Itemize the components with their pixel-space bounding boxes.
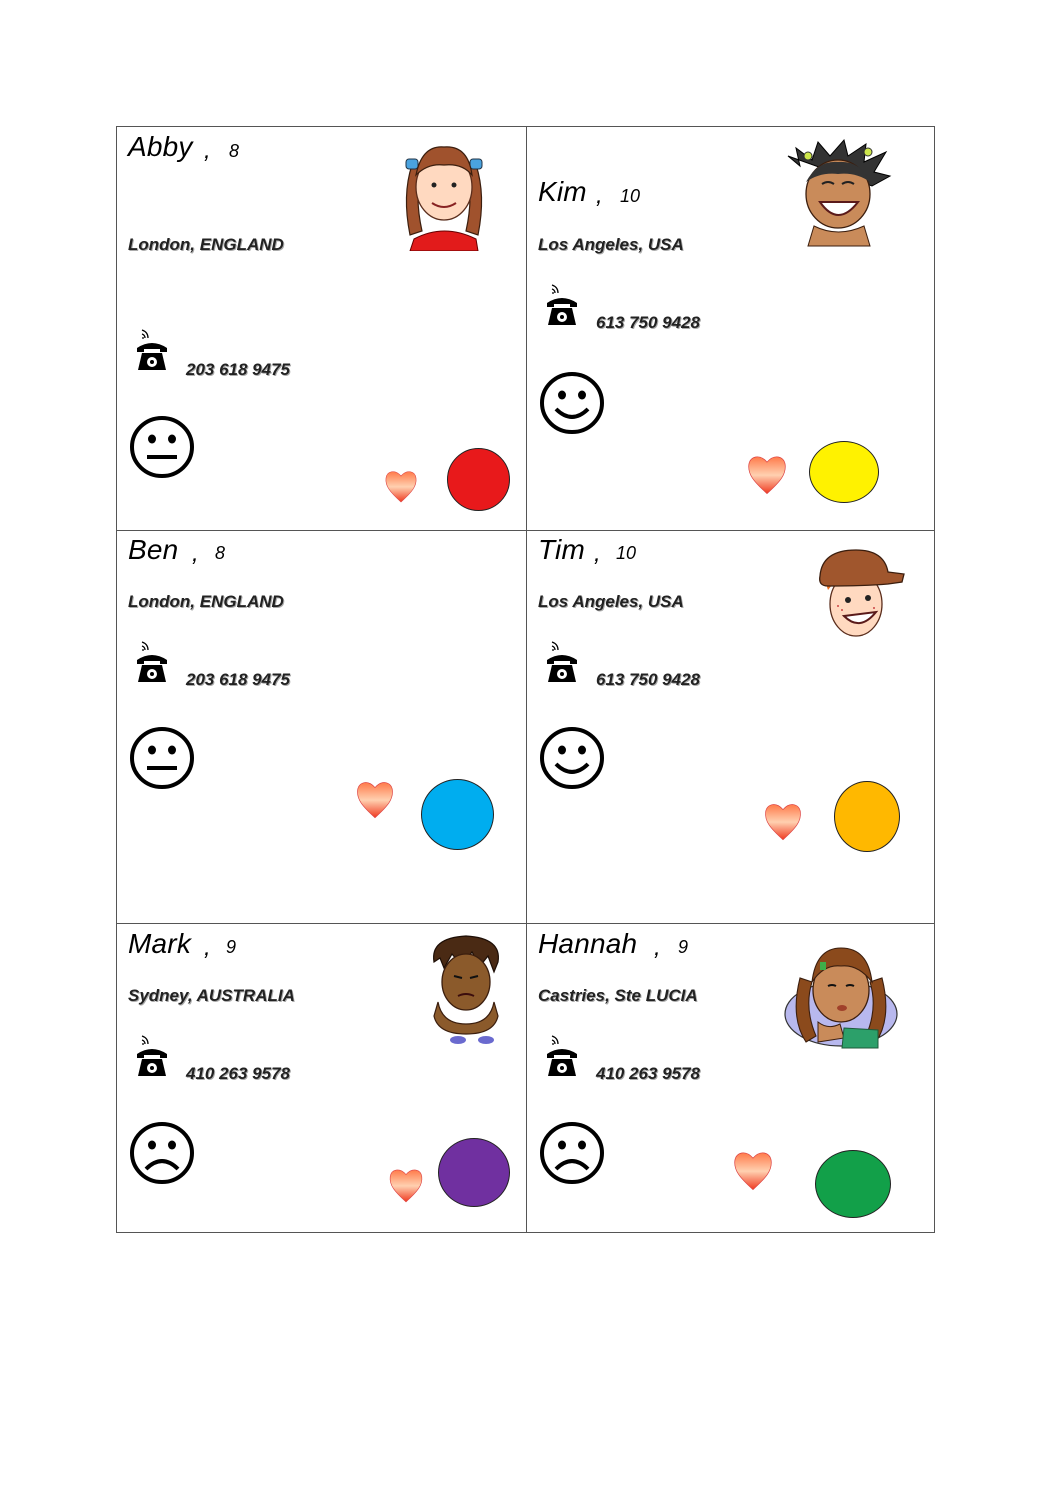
- telephone-icon: [544, 281, 580, 327]
- telephone-icon: [134, 638, 170, 684]
- card-phone: 410 263 9578: [596, 1064, 700, 1083]
- card-name: Tim: [538, 534, 586, 565]
- neutral-face-icon: [128, 415, 196, 479]
- card-name: Ben: [128, 534, 179, 565]
- telephone-icon: [544, 638, 580, 684]
- color-dot: [809, 441, 879, 503]
- boy-portrait-icon: [814, 546, 906, 646]
- card-phone: 410 263 9578: [186, 1064, 290, 1083]
- girl-portrait-icon: [782, 938, 900, 1050]
- row-divider: [117, 530, 934, 531]
- card-city: Los Angeles, USA: [538, 235, 684, 254]
- heart-icon: [744, 450, 790, 496]
- card-age: 8: [229, 141, 240, 161]
- card-age: 8: [215, 543, 226, 563]
- heart-icon: [760, 798, 806, 842]
- color-dot: [447, 448, 510, 511]
- card-city: Castries, Ste LUCIA: [538, 986, 698, 1005]
- card-city: London, ENGLAND: [128, 235, 284, 254]
- sad-face-icon: [128, 1121, 196, 1185]
- color-dot: [421, 779, 494, 850]
- sad-face-icon: [538, 1121, 606, 1185]
- name-comma: ,: [192, 540, 199, 567]
- card-phone: 203 618 9475: [186, 360, 290, 379]
- name-comma: ,: [594, 540, 601, 567]
- card-name: Mark: [128, 928, 192, 959]
- row-divider: [117, 923, 934, 924]
- card-name: Hannah: [538, 928, 638, 959]
- telephone-icon: [544, 1032, 580, 1078]
- card-age: 10: [616, 543, 637, 563]
- smiley-face-icon: [538, 371, 606, 435]
- name-comma: ,: [204, 137, 211, 164]
- card-city: London, ENGLAND: [128, 592, 284, 611]
- card-age: 9: [226, 937, 237, 957]
- card-name: Kim: [538, 176, 587, 207]
- heart-icon: [729, 1146, 777, 1192]
- neutral-face-icon: [128, 726, 196, 790]
- card-age: 10: [620, 186, 641, 206]
- telephone-icon: [134, 1032, 170, 1078]
- girl-portrait-icon: [778, 136, 894, 248]
- color-dot: [834, 781, 900, 852]
- name-comma: ,: [654, 934, 661, 961]
- girl-portrait-icon: [392, 135, 496, 251]
- heart-icon: [352, 776, 398, 820]
- column-divider: [526, 127, 527, 1232]
- name-comma: ,: [596, 182, 603, 209]
- card-phone: 613 750 9428: [596, 313, 700, 332]
- heart-icon: [384, 466, 418, 504]
- card-name: Abby: [128, 131, 193, 162]
- name-comma: ,: [204, 934, 211, 961]
- card-phone: 613 750 9428: [596, 670, 700, 689]
- card-age: 9: [678, 937, 689, 957]
- card-phone: 203 618 9475: [186, 670, 290, 689]
- card-city: Sydney, AUSTRALIA: [128, 986, 295, 1005]
- heart-icon: [386, 1164, 426, 1204]
- telephone-icon: [134, 326, 170, 372]
- boy-portrait-icon: [428, 932, 504, 1046]
- card-city: Los Angeles, USA: [538, 592, 684, 611]
- color-dot: [815, 1150, 891, 1218]
- smiley-face-icon: [538, 726, 606, 790]
- color-dot: [438, 1138, 510, 1207]
